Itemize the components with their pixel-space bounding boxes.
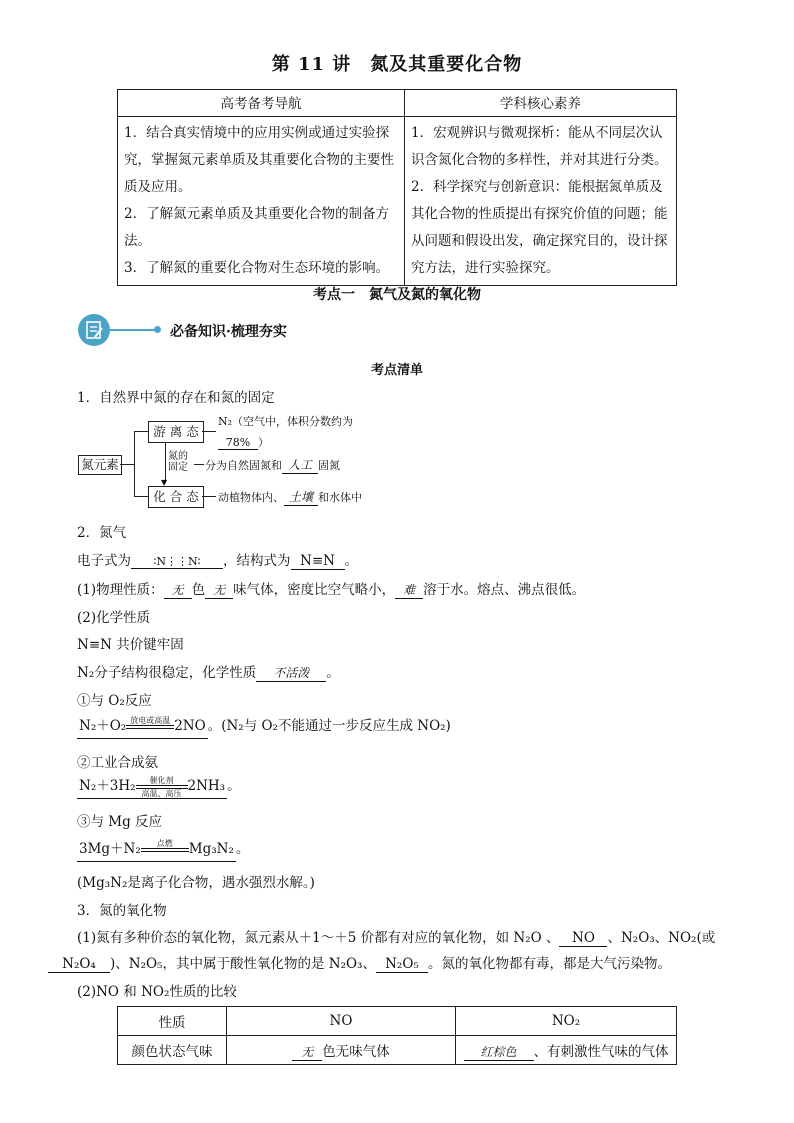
section-divider [110, 329, 156, 331]
compare-table [117, 1006, 677, 1065]
diagram-fix-line [205, 456, 340, 474]
struct-value: N≡N [291, 553, 345, 570]
phys-a: (1)物理性质： [77, 582, 164, 598]
page-title: 第 11 讲 氮及其重要化合物 [271, 54, 523, 75]
r1-eq [77, 714, 451, 739]
diagram-fix-label: 氮的固定 [168, 451, 188, 473]
ox-a: (1)氮有多种价态的氧化物，氮元素从＋1～＋5 价都有对应的氧化物，如 N₂O 、 [77, 930, 560, 946]
electron-label: 电子式为 [77, 553, 131, 569]
intro-table [117, 89, 677, 286]
diagram-free: 游 离 态 [148, 421, 204, 443]
bond-line: N≡N 共价键牢固 [77, 637, 184, 653]
r3-eq: 3Mg＋N₂ 点燃 Mg₃N₂ 。 [77, 837, 249, 862]
phys-line [77, 578, 585, 599]
r1-cond-text: 放电或高温 [130, 715, 171, 725]
diagram-fix-value: 人工 [282, 456, 318, 474]
r3-equation [77, 837, 236, 862]
notes-icon [78, 314, 110, 346]
r1-title: ①与 O₂反应 [77, 693, 152, 709]
r3-cond-text: 点燃 [156, 838, 173, 848]
cmp-row-label: 颜色状态气味 [118, 1036, 227, 1065]
r2-right: 2NH₃ [187, 778, 226, 794]
r2-equation [77, 774, 227, 799]
cmp-no2-rest: 、有刺激性气味的气体 [533, 1043, 669, 1060]
s1-title: 1．自然界中氮的存在和氮的固定 [77, 390, 275, 406]
cmp-no2-value: 红棕色 [464, 1043, 534, 1061]
diagram-fix-arrow [165, 443, 166, 483]
phys-color: 无 [164, 581, 192, 599]
diagram-branch-bottom [134, 496, 148, 497]
diagram-branch-top [134, 431, 148, 432]
diagram-comb-value: 土壤 [284, 488, 318, 506]
s3-title: 3．氮的氧化物 [77, 903, 167, 919]
intro-header-left: 高考备考导航 [118, 90, 405, 117]
r3-condition [141, 839, 189, 861]
diagram-vline [134, 431, 135, 496]
r3-right: Mg₃N₂ [188, 841, 234, 857]
arrow-down-icon: ▼ [161, 478, 168, 487]
diagram-free-link [202, 431, 216, 432]
cmp-no2-cell [456, 1036, 677, 1065]
ox-b: 、N₂O₃、NO₂(或 [607, 930, 716, 946]
r1-right: 2NO [174, 718, 206, 734]
ox-d: 。氮的氧化物都有毒，都是大气污染物。 [427, 956, 671, 972]
stable-line: N₂分子结构很稳定，化学性质 不活泼 。 [77, 665, 340, 681]
stable-a: N₂分子结构很稳定，化学性质 [77, 665, 257, 681]
r2-title: ②工业合成氨 [77, 755, 158, 771]
r1-note: 。(N₂与 O₂不能通过一步反应生成 NO₂) [207, 718, 451, 734]
diagram-comb-desc-b: 和水体中 [318, 491, 362, 504]
kaodian-title: 考点一 氮气及氮的氧化物 [313, 287, 481, 303]
cmp-no-rest: 色无味气体 [322, 1043, 390, 1060]
cmp-no-value: 无 [292, 1043, 322, 1061]
diagram-fix-link [194, 464, 204, 465]
phys-d: 溶于水。熔点、沸点很低。 [423, 582, 586, 598]
r2-condition [136, 776, 188, 798]
cmp-title: (2)NO 和 NO₂性质的比较 [77, 984, 237, 1000]
diagram-free-desc: N₂（空气中，体积分数约为 [218, 415, 354, 428]
phys-b: 色 [191, 582, 206, 598]
stable-value: 不活泼 [256, 664, 326, 682]
intro-right-cell: 1．宏观辨识与微观探析：能从不同层次认识含氮化合物的多样性，并对其进行分类。 2．科学探究与创新意识：能根据氮单质及其化合物的性质提出有探究价值的问题；能从问题和假设出发，确定探究目的，设计探究方法，进行实验探究。 [405, 117, 677, 286]
r3-title: ③与 Mg 反应 [77, 814, 163, 830]
diagram-comb-line [218, 488, 362, 506]
phys-sol: 难 [395, 581, 423, 599]
diagram-fix-desc-a: 分为自然固氮和 [205, 459, 282, 472]
ox-line-2 [48, 952, 671, 973]
cmp-header-prop: 性质 [118, 1007, 227, 1036]
cmp-no-cell [227, 1036, 456, 1065]
diagram-comb-desc-a: 动植物体内、 [218, 491, 284, 504]
diagram-comb-link [202, 496, 216, 497]
ox-line-1 [77, 926, 715, 947]
diagram-connector [120, 464, 134, 465]
r1-equation [77, 714, 208, 739]
diagram-free-value: 78% [218, 436, 258, 450]
section-label: 必备知识·梳理夯实 [170, 324, 287, 340]
r2-left: N₂＋3H₂ [79, 778, 136, 794]
r3-left: 3Mg＋N₂ [79, 841, 141, 857]
r2-eq: N₂＋3H₂ 催化剂 高温、高压 2NH₃ 。 [79, 775, 241, 798]
diagram-fix-desc-b: 固氮 [318, 459, 340, 472]
diagram-combined: 化 合 态 [148, 486, 204, 508]
chem-title: (2)化学性质 [77, 610, 151, 626]
phys-smell: 无 [205, 581, 233, 599]
phys-c: 味气体，密度比空气略小， [233, 582, 396, 598]
r2-cond-top: 催化剂 [149, 775, 174, 785]
ox-v1: NO [559, 930, 607, 947]
r1-condition [126, 716, 174, 738]
intro-header-right: 学科核心素养 [405, 90, 677, 117]
ox-v3: N₂O₅ [376, 956, 428, 973]
ox-v2: N₂O₄ [48, 956, 110, 973]
cmp-header-no2: NO₂ [456, 1007, 677, 1036]
list-title: 考点清单 [370, 363, 423, 378]
electron-line: 电子式为 ∶N⋮⋮N∶ ，结构式为 N≡N 。 [77, 553, 358, 569]
struct-label: ，结构式为 [223, 553, 291, 569]
electron-value: ∶N⋮⋮N∶ [131, 555, 223, 569]
intro-left-cell: 1．结合真实情境中的应用实例或通过实验探究，掌握氮元素单质及其重要化合物的主要性质及应用。 2．了解氮元素单质及其重要化合物的制备方法。 3．了解氮的重要化合物对生态环境的影响。 [118, 117, 405, 286]
r1-left: N₂＋O₂ [79, 718, 127, 734]
cmp-header-no: NO [227, 1007, 456, 1036]
r2-cond-bot: 高温、高压 [141, 788, 182, 798]
ox-c: )、N₂O₅，其中属于酸性氧化物的是 N₂O₃、 [110, 956, 376, 972]
r3-note: (Mg₃N₂是离子化合物，遇水强烈水解。) [77, 875, 315, 891]
section-dot [154, 326, 161, 333]
diagram-free-value-line [218, 434, 269, 450]
diagram-free-close: ） [258, 436, 269, 449]
diagram-root: 氮元素 [78, 455, 122, 475]
s2-title: 2．氮气 [77, 525, 127, 541]
